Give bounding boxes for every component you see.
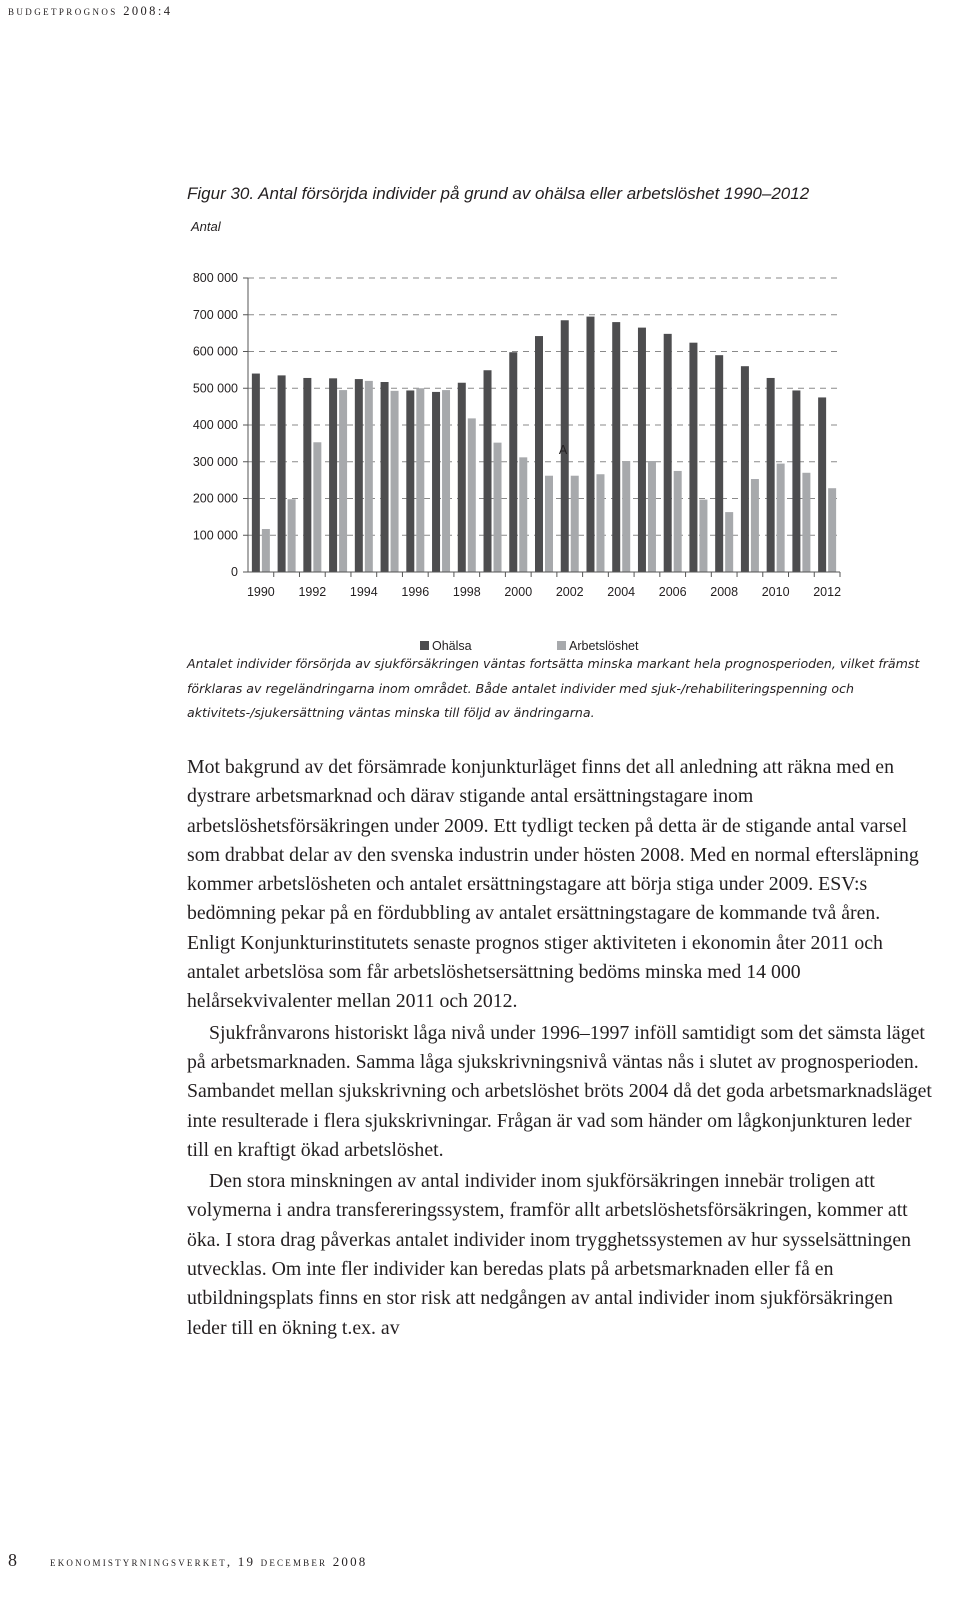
bar-ohalsa — [664, 334, 672, 572]
y-tick-label: 0 — [231, 565, 238, 579]
x-tick-label: 1996 — [401, 585, 430, 599]
legend-swatch — [557, 641, 566, 650]
figure-title: Figur 30. Antal försörjda individer på grund av ohälsa eller arbetslöshet 1990–2012 — [187, 184, 810, 203]
bar-ohalsa — [381, 382, 389, 572]
running-head: budgetprognos 2008:4 — [8, 4, 173, 18]
bar-arbetsloshet — [699, 500, 707, 572]
bar-ohalsa — [741, 366, 749, 572]
bar-ohalsa — [767, 378, 775, 572]
bar-arbetsloshet — [802, 473, 810, 572]
bar-arbetsloshet — [674, 471, 682, 572]
bar-ohalsa — [689, 343, 697, 572]
y-tick-label: 400 000 — [192, 418, 238, 432]
x-tick-label: 1990 — [246, 585, 275, 599]
bar-ohalsa — [329, 378, 337, 572]
page-number: 8 — [8, 1550, 17, 1570]
bar-arbetsloshet — [391, 391, 399, 572]
bar-arbetsloshet — [725, 512, 733, 572]
body-text — [187, 753, 932, 1343]
y-tick-label: 300 000 — [192, 454, 238, 469]
bar-ohalsa — [792, 390, 800, 572]
bar-ohalsa — [509, 352, 517, 572]
bar-ohalsa — [252, 374, 260, 572]
y-tick-label: 800 000 — [192, 271, 238, 285]
y-axis-unit-label: Antal — [191, 219, 221, 234]
x-axis-ticks — [247, 572, 841, 599]
bar-arbetsloshet — [288, 499, 296, 572]
x-tick-label: 1992 — [298, 585, 327, 599]
legend-swatch — [420, 641, 429, 650]
x-tick-label: 2008 — [710, 585, 739, 599]
bar-ohalsa — [638, 328, 646, 572]
bar-ohalsa — [535, 336, 543, 572]
bar-arbetsloshet — [777, 464, 785, 572]
bar-arbetsloshet — [262, 529, 270, 572]
legend-item-arbetsloshet: Arbetslöshet — [569, 639, 639, 653]
paragraph-3: Den stora minskningen av antal individer inom sjukförsäkringen innebär troligen att volymerna i andra transfereringssystem, framför allt arbetslöshetsförsäkringen, kommer att öka. I stora drag påverkas antalet individer inom trygghetssystemen av hur sysselsättningen utvecklas. Om inte fler individer kan beredas plats på arbetsmarknaden eller få en utbildningsplats finns en stor risk att nedgången av antal individer inom sjukförsäkringen leder till en ökning t.ex. av — [187, 1170, 912, 1339]
bar-arbetsloshet — [494, 443, 502, 572]
bar-ohalsa — [355, 379, 363, 572]
bar-ohalsa — [818, 397, 826, 572]
legend — [420, 639, 639, 653]
bar-ohalsa — [303, 378, 311, 572]
bar-ohalsa — [484, 370, 492, 572]
bar-ohalsa — [432, 392, 440, 572]
x-tick-label: 1998 — [452, 585, 481, 599]
paragraph-2: Sjukfrånvarons historiskt låga nivå under 1996–1997 inföll samtidigt som det sämsta läget på arbetsmarknaden. Samma låga sjukskrivningsnivå väntas nås i slutet av prognosperioden. Sambandet mellan sjukskrivning och arbetslöshet bröts 2004 då det goda arbetsmarknadsläget inte resulterade i flera sjukskrivningar. Frågan är vad som händer om lågkonjunkturen leder till en kraftigt ökad arbetslöshet. — [187, 1021, 932, 1161]
bar-ohalsa — [406, 390, 414, 572]
bar-arbetsloshet — [751, 479, 759, 572]
bar-arbetsloshet — [648, 461, 656, 572]
bar-arbetsloshet — [828, 488, 836, 572]
bar-ohalsa — [586, 317, 594, 572]
x-tick-label: 2002 — [555, 585, 584, 599]
x-tick-label: 2000 — [504, 585, 533, 599]
y-tick-label: 600 000 — [192, 344, 238, 359]
figure-caption: Antalet individer försörjda av sjukförsäkringen väntas fortsätta minska markant hela prognosperioden, vilket främst förklaras av regeländringarna inom området. Både antalet individer med sjuk-/rehabiliteringspenning och aktivitets-/sjukersättning väntas minska till följd av ändringarna. — [187, 656, 920, 720]
footer-text: ekonomistyrningsverket, 19 december 2008 — [50, 1554, 368, 1569]
bar-ohalsa — [715, 355, 723, 572]
y-tick-label: 200 000 — [192, 491, 238, 506]
x-tick-label: 2004 — [607, 585, 636, 599]
bar-ohalsa — [278, 375, 286, 572]
bar-arbetsloshet — [365, 381, 373, 572]
bar-arbetsloshet — [596, 474, 604, 572]
bar-arbetsloshet — [416, 388, 424, 572]
bar-arbetsloshet — [313, 442, 321, 572]
x-tick-label: 2006 — [658, 585, 687, 599]
bar-ohalsa — [612, 322, 620, 572]
y-tick-label: 700 000 — [192, 307, 238, 322]
bar-arbetsloshet — [442, 390, 450, 572]
y-axis-ticks — [193, 271, 248, 579]
chart-annotation: A — [558, 443, 568, 457]
bars — [252, 317, 836, 572]
bar-arbetsloshet — [622, 461, 630, 572]
bar-ohalsa — [458, 383, 466, 572]
paragraph-1: Mot bakgrund av det försämrade konjunkturläget finns det all anledning att räkna med en dystrare arbetsmarknad och därav stigande antal ersättningstagare inom arbetslöshetsförsäkringen under 2009. Ett tydligt tecken på detta är de stigande antal varsel som drabbat delar av den svenska industrin under hösten 2008. Med en normal eftersläpning kommer arbetslösheten och antalet ersättningstagare att börja stiga under 2009. ESV:s bedömning pekar på en fördubbling av antalet ersättningstagare de kommande två åren. Enligt Konjunkturinstitutets senaste prognos stiger aktiviteten i ekonomin åter 2011 och antalet arbetslösa som får arbetslöshetsersättning bedöms minska med 14 000 helårsekvivalenter mellan 2011 och 2012. — [187, 756, 919, 1013]
bar-chart — [0, 0, 960, 660]
x-tick-label: 2010 — [761, 585, 790, 599]
legend-item-ohalsa: Ohälsa — [432, 639, 472, 653]
y-tick-label: 500 000 — [192, 381, 238, 396]
bar-arbetsloshet — [468, 418, 476, 572]
bar-arbetsloshet — [545, 476, 553, 572]
bar-arbetsloshet — [571, 476, 579, 572]
x-tick-label: 1994 — [349, 585, 378, 599]
bar-arbetsloshet — [519, 457, 527, 572]
bar-arbetsloshet — [339, 390, 347, 572]
y-tick-label: 100 000 — [192, 528, 238, 543]
x-tick-label: 2012 — [813, 585, 842, 599]
